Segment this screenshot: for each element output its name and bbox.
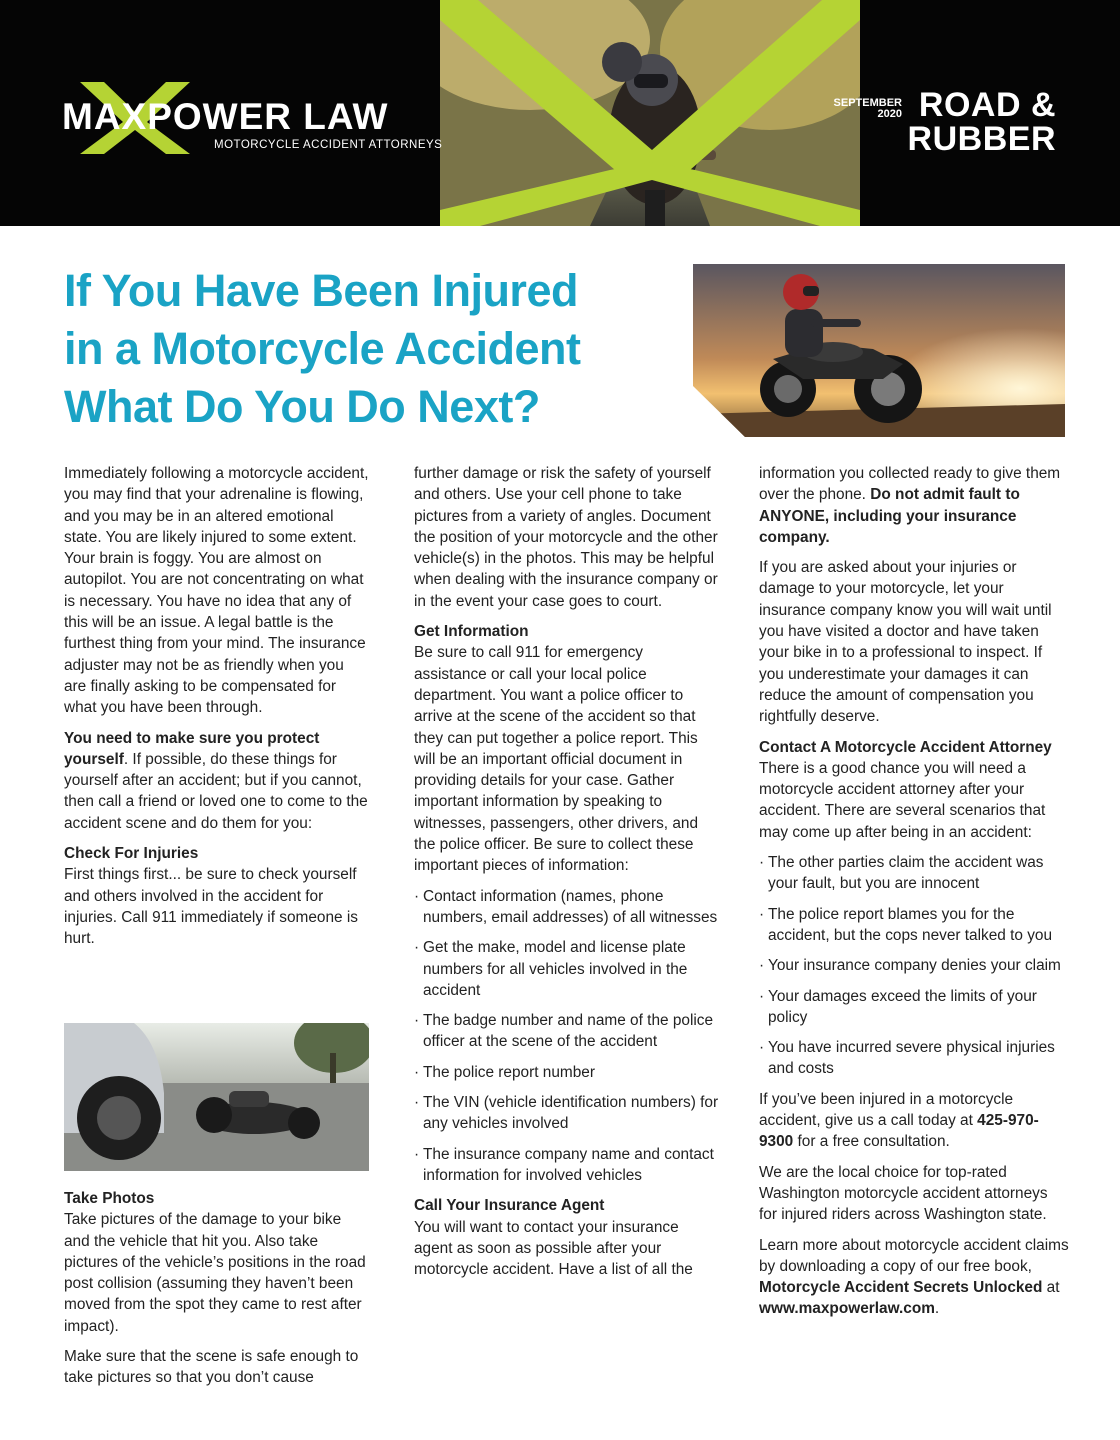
newsletter-header [0,0,1120,226]
call-post-text: for a free consultation. [793,1133,950,1151]
brand-tagline: MOTORCYCLE ACCIDENT ATTORNEYS [214,139,443,151]
injuries-insurance-paragraph: If you are asked about your injuries or damage to your motorcycle, let your insurance company know you will wait until you have visited a doctor and have taken your bike in to a professional to inspect. If you underestimate your damages it can reduce the amount of compensation you rightfully deserve. [759,559,1052,726]
issue-month: SEPTEMBER [833,97,902,109]
learn-more-paragraph [759,1235,1069,1320]
list-item: · Get the make, model and license plate numbers for all vehicles involved in the accident [414,937,719,1001]
list-item: · The police report number [414,1062,719,1083]
list-item: · Contact information (names, phone numbers, email addresses) of all witnesses [414,886,719,929]
book-title: Motorcycle Accident Secrets Unlocked [759,1279,1043,1297]
insurance-agent-paragraph: You will want to contact your insurance agent as soon as possible after your motorcycle accident. Have a list of all the [414,1218,693,1279]
learn-pre-text: Learn more about motorcycle accident claims by downloading a copy of our free book, [759,1236,1069,1275]
insurance-agent-heading: Call Your Insurance Agent [414,1197,605,1215]
protect-bold: You need to make sure you protect yourself [64,729,320,768]
header-rider-photo [440,0,860,226]
list-item: · Your damages exceed the limits of your policy [759,986,1069,1029]
local-choice-paragraph: We are the local choice for top-rated Washington motorcycle accident attorneys for injured riders across Washington state. [759,1163,1048,1224]
contact-attorney-paragraph: There is a good chance you will need a motorcycle accident attorney after your accident. There are several scenarios that may come up after being in an accident: [759,759,1046,841]
column-2 [414,463,719,1289]
column-1-lower [64,1188,369,1398]
safe-paragraph: Make sure that the scene is safe enough to take pictures so that you don’t cause [64,1348,359,1387]
accident-scene-photo [64,1023,369,1171]
agent-continued-text: information you collected ready to give them over the phone. [759,465,1061,504]
brand-name: MAXPOWER LAW [62,96,389,137]
information-list [414,886,719,1187]
learn-mid-text: at [1042,1279,1060,1297]
injuries-heading: Check For Injuries [64,845,199,863]
list-item: · You have incurred severe physical injuries and costs [759,1037,1069,1080]
protect-paragraph [64,728,369,834]
issue-year: 2020 [877,108,902,120]
scenario-list [759,852,1069,1080]
website-link[interactable]: www.maxpowerlaw.com [759,1300,935,1318]
photos-paragraph: Take pictures of the damage to your bike and the vehicle that hit you. Also take pictures of the vehicle’s positions in the road post collision (assuming they haven’t been moved from the spot they came to rest after impact). [64,1211,366,1335]
agent-continued-paragraph [759,463,1069,548]
article-headline [64,262,684,436]
list-item: · The insurance company name and contact information for involved vehicles [414,1144,719,1187]
list-item: · The police report blames you for the accident, but the cops never talked to you [759,904,1069,947]
hero-motorcycle-photo [693,264,1065,437]
newsletter-title-line1: ROAD & [918,86,1056,124]
phone-number[interactable]: 425-970-9300 [759,1112,1039,1151]
list-item: · Your insurance company denies your claim [759,955,1069,976]
column-1 [64,463,369,959]
call-pre-text: If you’ve been injured in a motorcycle accident, give us a call today at [759,1090,1014,1130]
no-fault-warning: Do not admit fault to ANYONE, including your insurance company. [759,486,1020,546]
learn-end-text: . [934,1300,940,1318]
injuries-paragraph: First things first... be sure to check yourself and others involved in the accident for injuries. Call 911 immediately if someone is hurt. [64,866,358,948]
photos-continued-paragraph: further damage or risk the safety of yourself and others. Use your cell phone to take pictures from a variety of angles. Document the position of your motorcycle and the other vehicle(s) in the photos. This may be helpful when dealing with the insurance company or in the event your case goes to court. [414,465,718,610]
headline-line1: If You Have Been Injured [64,265,578,316]
contact-attorney-heading: Contact A Motorcycle Accident Attorney [759,738,1052,756]
newsletter-title [886,88,1056,156]
call-paragraph [759,1089,1069,1153]
list-item: · The badge number and name of the police officer at the scene of the accident [414,1010,719,1053]
protect-rest: . If possible, do these things for yourself after an accident; but if you cannot, then call a friend or loved one to come to the accident scene and do them for you: [64,750,368,832]
list-item: · The other parties claim the accident was your fault, but you are innocent [759,852,1069,895]
column-3 [759,463,1069,1329]
list-item: · The VIN (vehicle identification numbers) for any vehicles involved [414,1092,719,1135]
headline-line3: What Do You Do Next? [64,381,540,432]
photos-heading: Take Photos [64,1190,155,1207]
get-information-paragraph: Be sure to call 911 for emergency assistance or call your local police department. You want a police officer to arrive at the scene of the accident so that they can put together a police report. This will be an important official document in providing details for your case. Gather important information by speaking to witnesses, passengers, other drivers, and the police officer. Be sure to collect these important pieces of information: [414,644,699,875]
newsletter-title-line2: RUBBER [907,120,1056,158]
headline-line2: in a Motorcycle Accident [64,323,581,374]
get-information-heading: Get Information [414,623,529,641]
intro-paragraph: Immediately following a motorcycle accident, you may find that your adrenaline is flowing, and you may be in an altered emotional state. You are likely injured to some extent. Your brain is foggy. You are almost on autopilot. You are not concentrating on what is necessary. You have no idea that any of this will be an issue. A legal battle is the furthest thing from your mind. The insurance adjuster may not be as friendly when you are finally asking to be compensated for what you have been through. [64,465,369,717]
